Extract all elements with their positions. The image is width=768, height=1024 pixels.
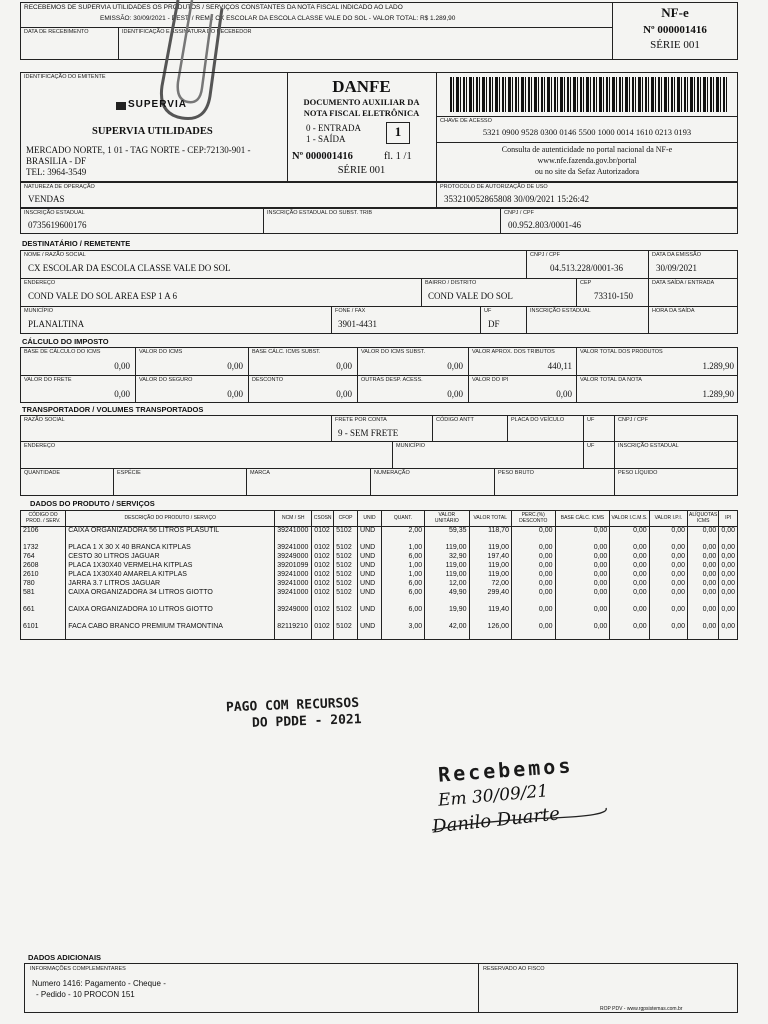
item-cell: 0102 — [312, 606, 334, 623]
item-cell: 39241000 — [275, 580, 312, 589]
item-cell: 0102 — [312, 553, 334, 562]
emitter-phone: TEL: 3964-3549 — [26, 167, 87, 177]
signature-underline — [430, 804, 610, 834]
tax-freight-label: VALOR DO FRETE — [24, 377, 72, 383]
items-header-cell: CSOSN — [312, 511, 334, 527]
tax-total-note: 1.289,90 — [702, 389, 734, 399]
item-cell: 0,00 — [688, 571, 719, 580]
item-cell: PLACA 1 X 30 X 40 BRANCA KITPLAS — [66, 544, 275, 553]
item-cell: 119,00 — [425, 571, 469, 580]
item-cell: 19,90 — [425, 606, 469, 623]
item-cell: 1,00 — [381, 571, 424, 580]
item-cell: 5102 — [334, 527, 358, 544]
footer-credit: ROP PDV - www.rgpsistemas.com.br — [600, 1006, 683, 1012]
emission-date-label: DATA DA EMISSÃO — [652, 252, 702, 258]
recipient-name: CX ESCOLAR DA ESCOLA CLASSE VALE DO SOL — [28, 263, 231, 273]
item-cell: 0,00 — [688, 606, 719, 623]
recipient-cnpj-label: CNPJ / CPF — [530, 252, 560, 258]
item-cell: 0,00 — [649, 553, 687, 562]
item-cell: 0,00 — [610, 571, 649, 580]
item-cell: 0102 — [312, 544, 334, 553]
item-cell: 0,00 — [688, 553, 719, 562]
tax-ipi: 0,00 — [556, 389, 572, 399]
emitter-city: BRASILIA - DF — [26, 156, 87, 166]
access-key-label: CHAVE DE ACESSO — [440, 118, 492, 124]
item-cell: UND — [358, 544, 382, 553]
tax-discount-label: DESCONTO — [252, 377, 284, 383]
brand-label: MARCA — [250, 470, 270, 476]
complementary-info-line-2: - Pedido - 10 PROCON 151 — [36, 990, 135, 999]
item-cell: 39241000 — [275, 527, 312, 544]
tax-icms-st-label: VALOR DO ICMS SUBST. — [361, 349, 426, 355]
tax-total-note-label: VALOR TOTAL DA NOTA — [580, 377, 642, 383]
items-header-cell: VALOR I.P.I. — [649, 511, 687, 527]
item-cell: 72,00 — [469, 580, 511, 589]
item-cell: 49,90 — [425, 589, 469, 606]
item-cell: 0,00 — [555, 544, 610, 553]
danfe-number: Nº 000001416 — [292, 151, 353, 162]
emitter-cnpj-label: CNPJ / CPF — [504, 210, 534, 216]
nature-label: NATUREZA DE OPERAÇÃO — [24, 184, 95, 190]
recipient-section-title: DESTINATÁRIO / REMETENTE — [22, 239, 131, 248]
paid-stamp-line-1: PAGO COM RECURSOS — [225, 695, 360, 716]
item-cell: 0,00 — [688, 623, 719, 640]
item-cell: 5102 — [334, 623, 358, 640]
item-row — [21, 562, 738, 571]
protocol-value: 353210052865808 30/09/2021 15:26:42 — [444, 194, 590, 204]
uf-label: UF — [484, 308, 492, 314]
tax-approx-label: VALOR APROX. DOS TRIBUTOS — [472, 349, 555, 355]
tax-freight: 0,00 — [114, 389, 130, 399]
danfe-title: DANFE — [332, 77, 391, 96]
item-cell: CAIXA ORGANIZADORA 10 LITROS GIOTTO — [66, 606, 275, 623]
tax-total-products-label: VALOR TOTAL DOS PRODUTOS — [580, 349, 663, 355]
item-cell: PLACA 1X30X40 VERMELHA KITPLAS — [66, 562, 275, 571]
item-cell: 0,00 — [649, 527, 687, 544]
recipient-address: COND VALE DO SOL AREA ESP 1 A 6 — [28, 291, 178, 301]
recipient-name-label: NOME / RAZÃO SOCIAL — [24, 252, 86, 258]
item-cell: 118,70 — [469, 527, 511, 544]
item-cell: 0,00 — [649, 623, 687, 640]
item-cell: 0,00 — [511, 589, 555, 606]
item-cell: 1732 — [21, 544, 66, 553]
item-cell: 39241000 — [275, 544, 312, 553]
complementary-info-line-1: Numero 1416: Pagamento - Cheque - — [32, 979, 166, 988]
tax-ipi-label: VALOR DO IPI — [472, 377, 509, 383]
item-cell: 6,00 — [381, 606, 424, 623]
item-cell: 0,00 — [719, 580, 738, 589]
consult-line-3: ou no site da Sefaz Autorizadora — [534, 167, 640, 176]
transport-section-title: TRANSPORTADOR / VOLUMES TRANSPORTADOS — [22, 405, 204, 414]
access-key: 5321 0900 9528 0300 0146 5500 1000 0014 1610 0213 0193 — [482, 127, 692, 137]
antt-label: CÓDIGO ANTT — [436, 417, 474, 423]
recipient-cnpj: 04.513.228/0001-36 — [550, 263, 623, 273]
item-cell: 39241000 — [275, 589, 312, 606]
item-cell: 0,00 — [555, 606, 610, 623]
item-row — [21, 553, 738, 562]
item-cell: 0,00 — [719, 589, 738, 606]
item-cell: UND — [358, 623, 382, 640]
item-cell: 780 — [21, 580, 66, 589]
item-cell: 0,00 — [688, 580, 719, 589]
item-cell: 59,35 — [425, 527, 469, 544]
item-cell: 119,00 — [425, 562, 469, 571]
item-cell: 5102 — [334, 589, 358, 606]
item-cell: 0,00 — [719, 527, 738, 544]
item-cell: 0,00 — [555, 580, 610, 589]
fisco-label: RESERVADO AO FISCO — [483, 966, 545, 972]
item-cell: 0,00 — [649, 571, 687, 580]
tax-section-title: CÁLCULO DO IMPOSTO — [22, 337, 109, 346]
tax-icms-label: VALOR DO ICMS — [139, 349, 183, 355]
items-header-cell: VALOR TOTAL — [469, 511, 511, 527]
item-cell: 0,00 — [511, 553, 555, 562]
item-cell: 39201099 — [275, 562, 312, 571]
emitter-address: MERCADO NORTE, 1 01 - TAG NORTE - CEP:72130-901 - — [26, 145, 251, 155]
ie-st-label: INSCRIÇÃO ESTADUAL DO SUBST. TRIB — [267, 210, 373, 216]
transport-uf-label: UF — [587, 417, 595, 423]
item-cell: 2106 — [21, 527, 66, 544]
item-cell: 42,00 — [425, 623, 469, 640]
consult-line-1: Consulta de autenticidade no portal nacional da NF-e — [501, 145, 673, 154]
danfe-series: SÉRIE 001 — [337, 165, 386, 176]
item-cell: 0102 — [312, 571, 334, 580]
item-cell: UND — [358, 527, 382, 544]
item-cell: 0,00 — [511, 544, 555, 553]
item-cell: 0,00 — [719, 571, 738, 580]
phone-label: FONE / FAX — [335, 308, 366, 314]
item-cell: 5102 — [334, 580, 358, 589]
item-row — [21, 589, 738, 606]
items-section-title: DADOS DO PRODUTO / SERVIÇOS — [30, 499, 155, 508]
item-cell: 5102 — [334, 553, 358, 562]
receipt-text: RECEBEMOS DE SUPERVIA UTILIDADES OS PRODUTOS / SERVIÇOS CONSTANTES DA NOTA FISCAL INDICADO AO LADO — [24, 4, 403, 11]
protocol-label: PROTOCOLO DE AUTORIZAÇÃO DE USO — [440, 184, 548, 190]
danfe-type: 1 — [394, 124, 402, 139]
item-cell: 0,00 — [555, 571, 610, 580]
tax-discount: 0,00 — [336, 389, 352, 399]
danfe-entrada: 0 - ENTRADA — [306, 123, 361, 133]
item-cell: 12,00 — [425, 580, 469, 589]
carrier-ie-label: INSCRIÇÃO ESTADUAL — [618, 443, 679, 449]
tax-base-st-label: BASE CÁLC. ICMS SUBST. — [252, 349, 321, 355]
receipt-sign-label: IDENTIFICAÇÃO E ASSINATURA DO RECEBEDOR — [122, 29, 252, 35]
emission-date: 30/09/2021 — [656, 263, 698, 273]
item-cell: 197,40 — [469, 553, 511, 562]
gross-weight-label: PESO BRUTO — [498, 470, 534, 476]
emitter-name: SUPERVIA UTILIDADES — [92, 126, 213, 137]
company-logo — [116, 98, 196, 112]
item-cell: UND — [358, 589, 382, 606]
item-row — [21, 606, 738, 623]
item-cell: 5102 — [334, 571, 358, 580]
item-cell: 0102 — [312, 562, 334, 571]
item-cell: 0,00 — [688, 544, 719, 553]
ie-label: INSCRIÇÃO ESTADUAL — [24, 210, 85, 216]
tax-icms: 0,00 — [227, 361, 243, 371]
item-cell: UND — [358, 562, 382, 571]
receipt-series: SÉRIE 001 — [650, 39, 700, 51]
item-cell: 3,00 — [381, 623, 424, 640]
uf-value: DF — [488, 319, 500, 329]
nature-value: VENDAS — [28, 194, 65, 204]
item-cell: 0,00 — [511, 527, 555, 544]
item-cell: 39249000 — [275, 606, 312, 623]
carrier-cnpj-label: CNPJ / CPF — [618, 417, 648, 423]
receiver-signature: Danilo Duarte — [431, 803, 561, 838]
item-cell: 764 — [21, 553, 66, 562]
item-cell: FACA CABO BRANCO PREMIUM TRAMONTINA — [66, 623, 275, 640]
item-cell: 0,00 — [610, 623, 649, 640]
item-cell: 0,00 — [719, 553, 738, 562]
items-header-cell: NCM / SH — [275, 511, 312, 527]
carrier-name-label: RAZÃO SOCIAL — [24, 417, 65, 423]
quantity-label: QUANTIDADE — [24, 470, 61, 476]
item-cell: 5102 — [334, 562, 358, 571]
danfe-subtitle-2: NOTA FISCAL ELETRÔNICA — [303, 108, 420, 118]
item-cell: 0,00 — [610, 580, 649, 589]
item-cell: 0,00 — [649, 606, 687, 623]
recipient-ie-label: INSCRIÇÃO ESTADUAL — [530, 308, 591, 314]
items-header-cell: BASE CÁLC. ICMS — [555, 511, 610, 527]
item-cell: 0,00 — [719, 606, 738, 623]
item-cell: 0102 — [312, 580, 334, 589]
items-header-cell: UNID — [358, 511, 382, 527]
item-cell: 0,00 — [511, 606, 555, 623]
items-header-cell: CFOP — [334, 511, 358, 527]
tax-insurance-label: VALOR DO SEGURO — [139, 377, 193, 383]
items-header-cell: VALOR I.C.M.S. — [610, 511, 649, 527]
receipt-number: Nº 000001416 — [643, 24, 707, 36]
item-cell: 0102 — [312, 623, 334, 640]
item-cell: 0,00 — [610, 562, 649, 571]
district-value: COND VALE DO SOL — [428, 291, 513, 301]
logo-text: SUPERVIA — [128, 99, 187, 110]
item-cell: 0,00 — [555, 553, 610, 562]
item-cell: 2,00 — [381, 527, 424, 544]
item-cell: 0,00 — [555, 527, 610, 544]
item-row — [21, 527, 738, 544]
item-cell: 39241000 — [275, 571, 312, 580]
carrier-address-label: ENDEREÇO — [24, 443, 56, 449]
ie-row — [20, 208, 738, 234]
item-cell: 0,00 — [719, 623, 738, 640]
item-cell: 6,00 — [381, 589, 424, 606]
item-cell: 119,00 — [425, 544, 469, 553]
item-cell: 0,00 — [688, 589, 719, 606]
item-cell: CAIXA ORGANIZADORA 56 LITROS PLASUTIL — [66, 527, 275, 544]
access-barcode — [450, 77, 728, 112]
item-cell: 2608 — [21, 562, 66, 571]
tax-icms-st: 0,00 — [447, 361, 463, 371]
items-header-cell: PERC.(%) DESCONTO — [511, 511, 555, 527]
item-cell: 0,00 — [649, 589, 687, 606]
freight-value: 9 - SEM FRETE — [338, 428, 399, 438]
danfe-saida: 1 - SAÍDA — [306, 134, 346, 144]
tax-base-st: 0,00 — [336, 361, 352, 371]
item-cell: 0,00 — [649, 544, 687, 553]
item-cell: 1,00 — [381, 544, 424, 553]
tax-total-products: 1.289,90 — [702, 361, 734, 371]
city-value: PLANALTINA — [28, 319, 85, 329]
exit-date-label: DATA SAÍDA / ENTRADA — [652, 280, 715, 286]
item-cell: 119,40 — [469, 606, 511, 623]
tax-other-label: OUTRAS DESP. ACESS. — [361, 377, 423, 383]
phone-value: 3901-4431 — [338, 319, 377, 329]
receipt-nfe: NF-e — [661, 5, 689, 20]
complementary-info-label: INFORMAÇÕES COMPLEMENTARES — [30, 966, 126, 972]
items-header-cell: QUANT. — [381, 511, 424, 527]
item-cell: 0102 — [312, 589, 334, 606]
item-cell: UND — [358, 553, 382, 562]
item-cell: 0,00 — [719, 562, 738, 571]
item-cell: 2610 — [21, 571, 66, 580]
items-header-cell: DESCRIÇÃO DO PRODUTO / SERVIÇO — [66, 511, 275, 527]
items-header-cell: ALÍQUOTAS ICMS — [688, 511, 719, 527]
item-row — [21, 580, 738, 589]
item-cell: 0,00 — [719, 544, 738, 553]
item-cell: JARRA 3.7 LITROS JAGUAR — [66, 580, 275, 589]
tax-base-icms: 0,00 — [114, 361, 130, 371]
tax-other: 0,00 — [447, 389, 463, 399]
district-label: BAIRRO / DISTRITO — [425, 280, 477, 286]
item-cell: 0,00 — [511, 580, 555, 589]
cep-value: 73310-150 — [594, 291, 633, 301]
item-cell: 5102 — [334, 544, 358, 553]
receipt-date-label: DATA DE RECEBIMENTO — [24, 29, 89, 35]
item-cell: 82119210 — [275, 623, 312, 640]
carrier-uf-label: UF — [587, 443, 595, 449]
item-row — [21, 623, 738, 640]
consult-line-2: www.nfe.fazenda.gov.br/portal — [537, 156, 637, 165]
item-cell: 0,00 — [649, 580, 687, 589]
item-cell: 6101 — [21, 623, 66, 640]
item-cell: PLACA 1X30X40 AMARELA KITPLAS — [66, 571, 275, 580]
item-row — [21, 571, 738, 580]
tax-insurance: 0,00 — [227, 389, 243, 399]
received-date: Em 30/09/21 — [437, 781, 549, 811]
items-header-cell: IPI — [719, 511, 738, 527]
item-cell: 32,90 — [425, 553, 469, 562]
carrier-city-label: MUNICÍPIO — [396, 443, 426, 449]
receipt-emission: EMISSÃO: 30/09/2021 - DEST. / REM.: CX ESCOLAR DA ESCOLA CLASSE VALE DO SOL - VALOR TOTAL: R$ 1.289,90 — [100, 15, 456, 22]
additional-section-title: DADOS ADICIONAIS — [28, 953, 102, 962]
item-cell: 0,00 — [610, 589, 649, 606]
item-cell: UND — [358, 580, 382, 589]
item-cell: 1,00 — [381, 562, 424, 571]
item-cell: 0,00 — [610, 606, 649, 623]
emitter-id-label: IDENTIFICAÇÃO DO EMITENTE — [24, 74, 106, 80]
item-cell: 0,00 — [511, 623, 555, 640]
item-cell: 5102 — [334, 606, 358, 623]
item-cell: 119,00 — [469, 544, 511, 553]
item-cell: 6,00 — [381, 553, 424, 562]
items-table — [20, 510, 738, 640]
item-cell: 661 — [21, 606, 66, 623]
item-cell: CESTO 30 LITROS JAGUAR — [66, 553, 275, 562]
emitter-cnpj: 00.952.803/0001-46 — [508, 220, 581, 230]
item-cell: 0,00 — [511, 562, 555, 571]
tax-base-icms-label: BASE DE CÁLCULO DO ICMS — [24, 349, 101, 355]
item-cell: CAIXA ORGANIZADORA 34 LITROS GIOTTO — [66, 589, 275, 606]
item-cell: 119,00 — [469, 562, 511, 571]
item-cell: 0,00 — [511, 571, 555, 580]
item-cell: 0,00 — [688, 527, 719, 544]
item-cell: 0,00 — [610, 553, 649, 562]
items-header-cell: CÓDIGO DO PROD. / SERV. — [21, 511, 66, 527]
items-header-cell: VALOR UNITÁRIO — [425, 511, 469, 527]
item-cell: 119,00 — [469, 571, 511, 580]
numbering-label: NUMERAÇÃO — [374, 470, 410, 476]
freight-label: FRETE POR CONTA — [335, 417, 387, 423]
danfe-subtitle-1: DOCUMENTO AUXILIAR DA — [303, 97, 420, 107]
item-cell: 0,00 — [555, 623, 610, 640]
paid-stamp-line-2: DO PDDE - 2021 — [251, 712, 362, 731]
item-cell: 0,00 — [555, 589, 610, 606]
item-cell: UND — [358, 571, 382, 580]
item-cell: 0,00 — [688, 562, 719, 571]
item-cell: 126,00 — [469, 623, 511, 640]
received-stamp: Recebemos — [437, 753, 575, 787]
item-cell: 299,40 — [469, 589, 511, 606]
item-cell: 6,00 — [381, 580, 424, 589]
item-cell: 0,00 — [610, 527, 649, 544]
recipient-address-label: ENDEREÇO — [24, 280, 56, 286]
plate-label: PLACA DO VEÍCULO — [511, 417, 565, 423]
item-cell: 0102 — [312, 527, 334, 544]
kind-label: ESPÉCIE — [117, 470, 141, 476]
item-cell: UND — [358, 606, 382, 623]
net-weight-label: PESO LÍQUIDO — [618, 470, 658, 476]
ie-value: 0735619600176 — [28, 220, 87, 230]
danfe-sheet: fl. 1 /1 — [384, 151, 412, 162]
cep-label: CEP — [580, 280, 592, 286]
item-cell: 0,00 — [649, 562, 687, 571]
city-label: MUNICÍPIO — [24, 308, 54, 314]
item-cell: 0,00 — [610, 544, 649, 553]
tax-approx: 440,11 — [547, 361, 572, 371]
item-cell: 39249000 — [275, 553, 312, 562]
item-cell: 581 — [21, 589, 66, 606]
item-cell: 0,00 — [555, 562, 610, 571]
operation-row — [20, 182, 738, 208]
item-row — [21, 544, 738, 553]
exit-time-label: HORA DA SAÍDA — [652, 308, 695, 314]
